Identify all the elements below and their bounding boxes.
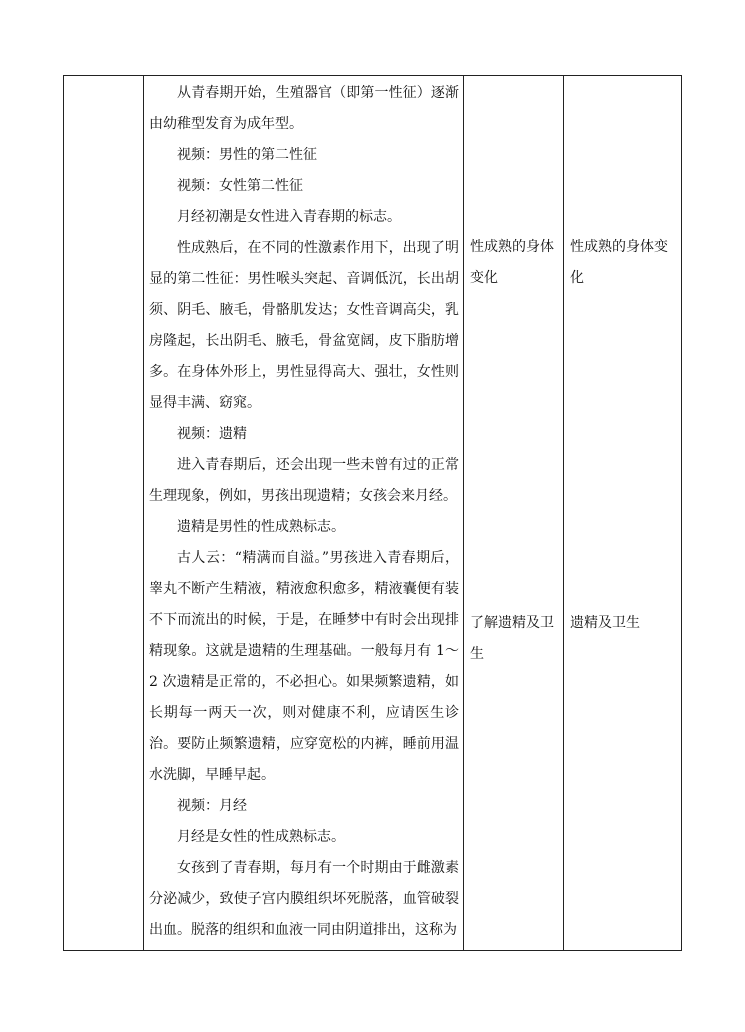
table-col-border-2 <box>143 75 144 951</box>
objective-cell-nocturnal-emission: 了解遗精及卫生 <box>470 615 554 662</box>
topic-cell-nocturnal-emission: 遗精及卫生 <box>570 615 640 631</box>
table-col-border-1 <box>63 75 64 951</box>
content-paragraph: 进入青春期后，还会出现一些未曾有过的正常生理现象，例如，男孩出现遗精；女孩会来月经。 <box>149 457 459 504</box>
content-paragraph: 性成熟后，在不同的性激素作用下，出现了明显的第二性征：男性喉头突起、音调低沉，长出胡须、阴毛、腋毛，骨骼肌发达；女性音调高尖，乳房隆起，长出阴毛、腋毛，骨盆宽阔，皮下脂肪增多。在身体外形上，男性显得高大、强壮，女性则显得丰满、窈窕。 <box>149 240 459 411</box>
teaching-content-cell <box>149 78 459 946</box>
video-label: 视频：月经 <box>177 798 247 814</box>
content-paragraph: 遗精是男性的性成熟标志。 <box>177 519 345 535</box>
video-label: 视频：女性第二性征 <box>177 178 303 194</box>
topic-cell-body-changes: 性成熟的身体变化 <box>570 239 668 286</box>
table-bottom-border <box>63 950 681 951</box>
video-label: 视频：遗精 <box>177 426 247 442</box>
table-col-border-3 <box>463 75 464 951</box>
content-paragraph: 女孩到了青春期，每月有一个时期由于雌激素分泌减少，致使子宫内膜组织坏死脱落，血管破裂出血。脱落的组织和血液一同由阴道排出，这称为 <box>149 860 459 938</box>
video-label: 视频：男性的第二性征 <box>177 147 317 163</box>
content-paragraph: 月经初潮是女性进入青春期的标志。 <box>177 209 401 225</box>
content-paragraph: 从青春期开始，生殖器官（即第一性征）逐渐由幼稚型发育为成年型。 <box>149 85 459 132</box>
table-col-border-4 <box>563 75 564 951</box>
table-col-border-5 <box>681 75 682 951</box>
content-paragraph: 月经是女性的性成熟标志。 <box>177 829 345 845</box>
content-paragraph: 古人云：“精满而自溢。”男孩进入青春期后，睾丸不断产生精液，精液愈积愈多，精液囊便有装不下而流出的时候，于是，在睡梦中有时会出现排精现象。这就是遗精的生理基础。一般每月有 1～2 次遗精是正常的，不必担心。如果频繁遗精，如长期每一两天一次，则对健康不利，应请医生诊治。要防止频繁遗精，应穿宽松的内裤，睡前用温水洗脚，早睡早起。 <box>149 550 459 783</box>
table-top-border <box>63 75 681 76</box>
objective-cell-body-changes: 性成熟的身体变化 <box>470 239 554 286</box>
